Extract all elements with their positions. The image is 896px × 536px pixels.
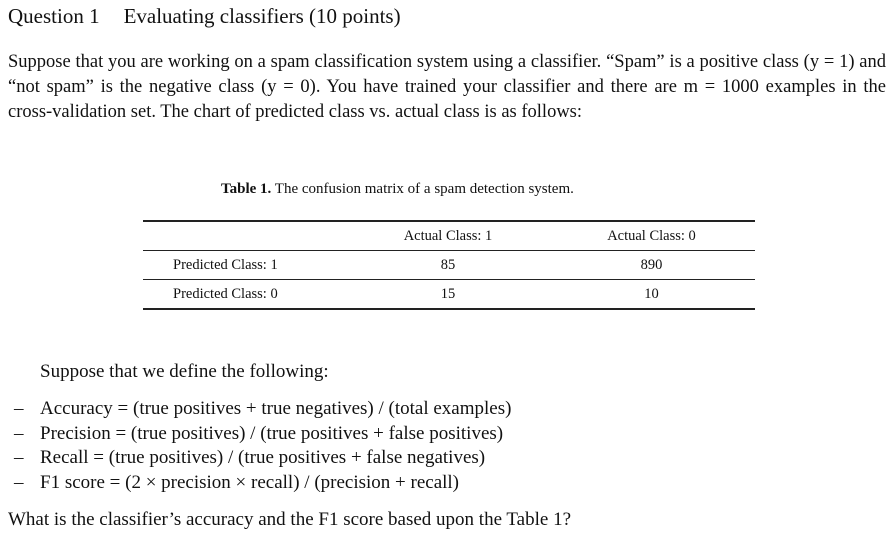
definition-text: F1 score = (2 × precision × recall) / (precision + recall) — [40, 471, 460, 493]
confusion-matrix-table — [143, 220, 755, 310]
table-cell: 85 — [440, 256, 456, 273]
question-title: Evaluating classifiers (10 points) — [123, 4, 401, 28]
definition-text: Precision = (true positives) / (true positives + false positives) — [40, 422, 504, 444]
definition-precision — [14, 422, 511, 447]
bullet-dash: – — [14, 447, 24, 468]
table-row — [143, 280, 755, 310]
question-heading — [8, 4, 401, 29]
bullet-dash: – — [14, 422, 24, 444]
table-cell: 15 — [440, 285, 456, 302]
table-cell: 10 — [644, 285, 659, 302]
table-caption-label: Table 1. — [221, 181, 272, 197]
table-header-corner — [143, 221, 348, 251]
bullet-dash: – — [14, 398, 24, 419]
final-question: What is the classifier’s accuracy and the F1 score based upon the Table 1? — [8, 509, 572, 530]
definition-accuracy — [14, 397, 511, 422]
table-caption — [221, 181, 574, 198]
row-label: Predicted Class: 0 — [173, 285, 278, 302]
definition-f1-score — [14, 471, 511, 496]
intro-text: Suppose that you are working on a spam classification system using a classifier. “Spam” is a positive class (y = 1) and “not spam” is the negative class (y = 0). You have trained your classifier and there are m = 1000 examples in the cross-validation set. The chart of predicted class vs. actual class is as follows: — [8, 52, 886, 122]
table-row — [143, 251, 755, 280]
table-header-actual-0: Actual Class: 0 — [607, 227, 696, 244]
definitions-list — [14, 397, 511, 495]
definitions-intro: Suppose that we define the following: — [40, 361, 329, 382]
table-caption-text: The confusion matrix of a spam detection system. — [274, 181, 574, 197]
definition-recall — [14, 446, 511, 471]
intro-paragraph — [8, 50, 886, 125]
bullet-dash: – — [14, 471, 24, 493]
table-header-row — [143, 221, 755, 251]
table-cell: 890 — [640, 256, 663, 273]
table-header-actual-1: Actual Class: 1 — [403, 227, 493, 244]
definition-text: Accuracy = (true positives + true negatives) / (total examples) — [40, 398, 512, 419]
definition-text: Recall = (true positives) / (true positives + false negatives) — [40, 447, 486, 468]
question-number: Question 1 — [8, 4, 100, 28]
row-label: Predicted Class: 1 — [173, 256, 278, 273]
